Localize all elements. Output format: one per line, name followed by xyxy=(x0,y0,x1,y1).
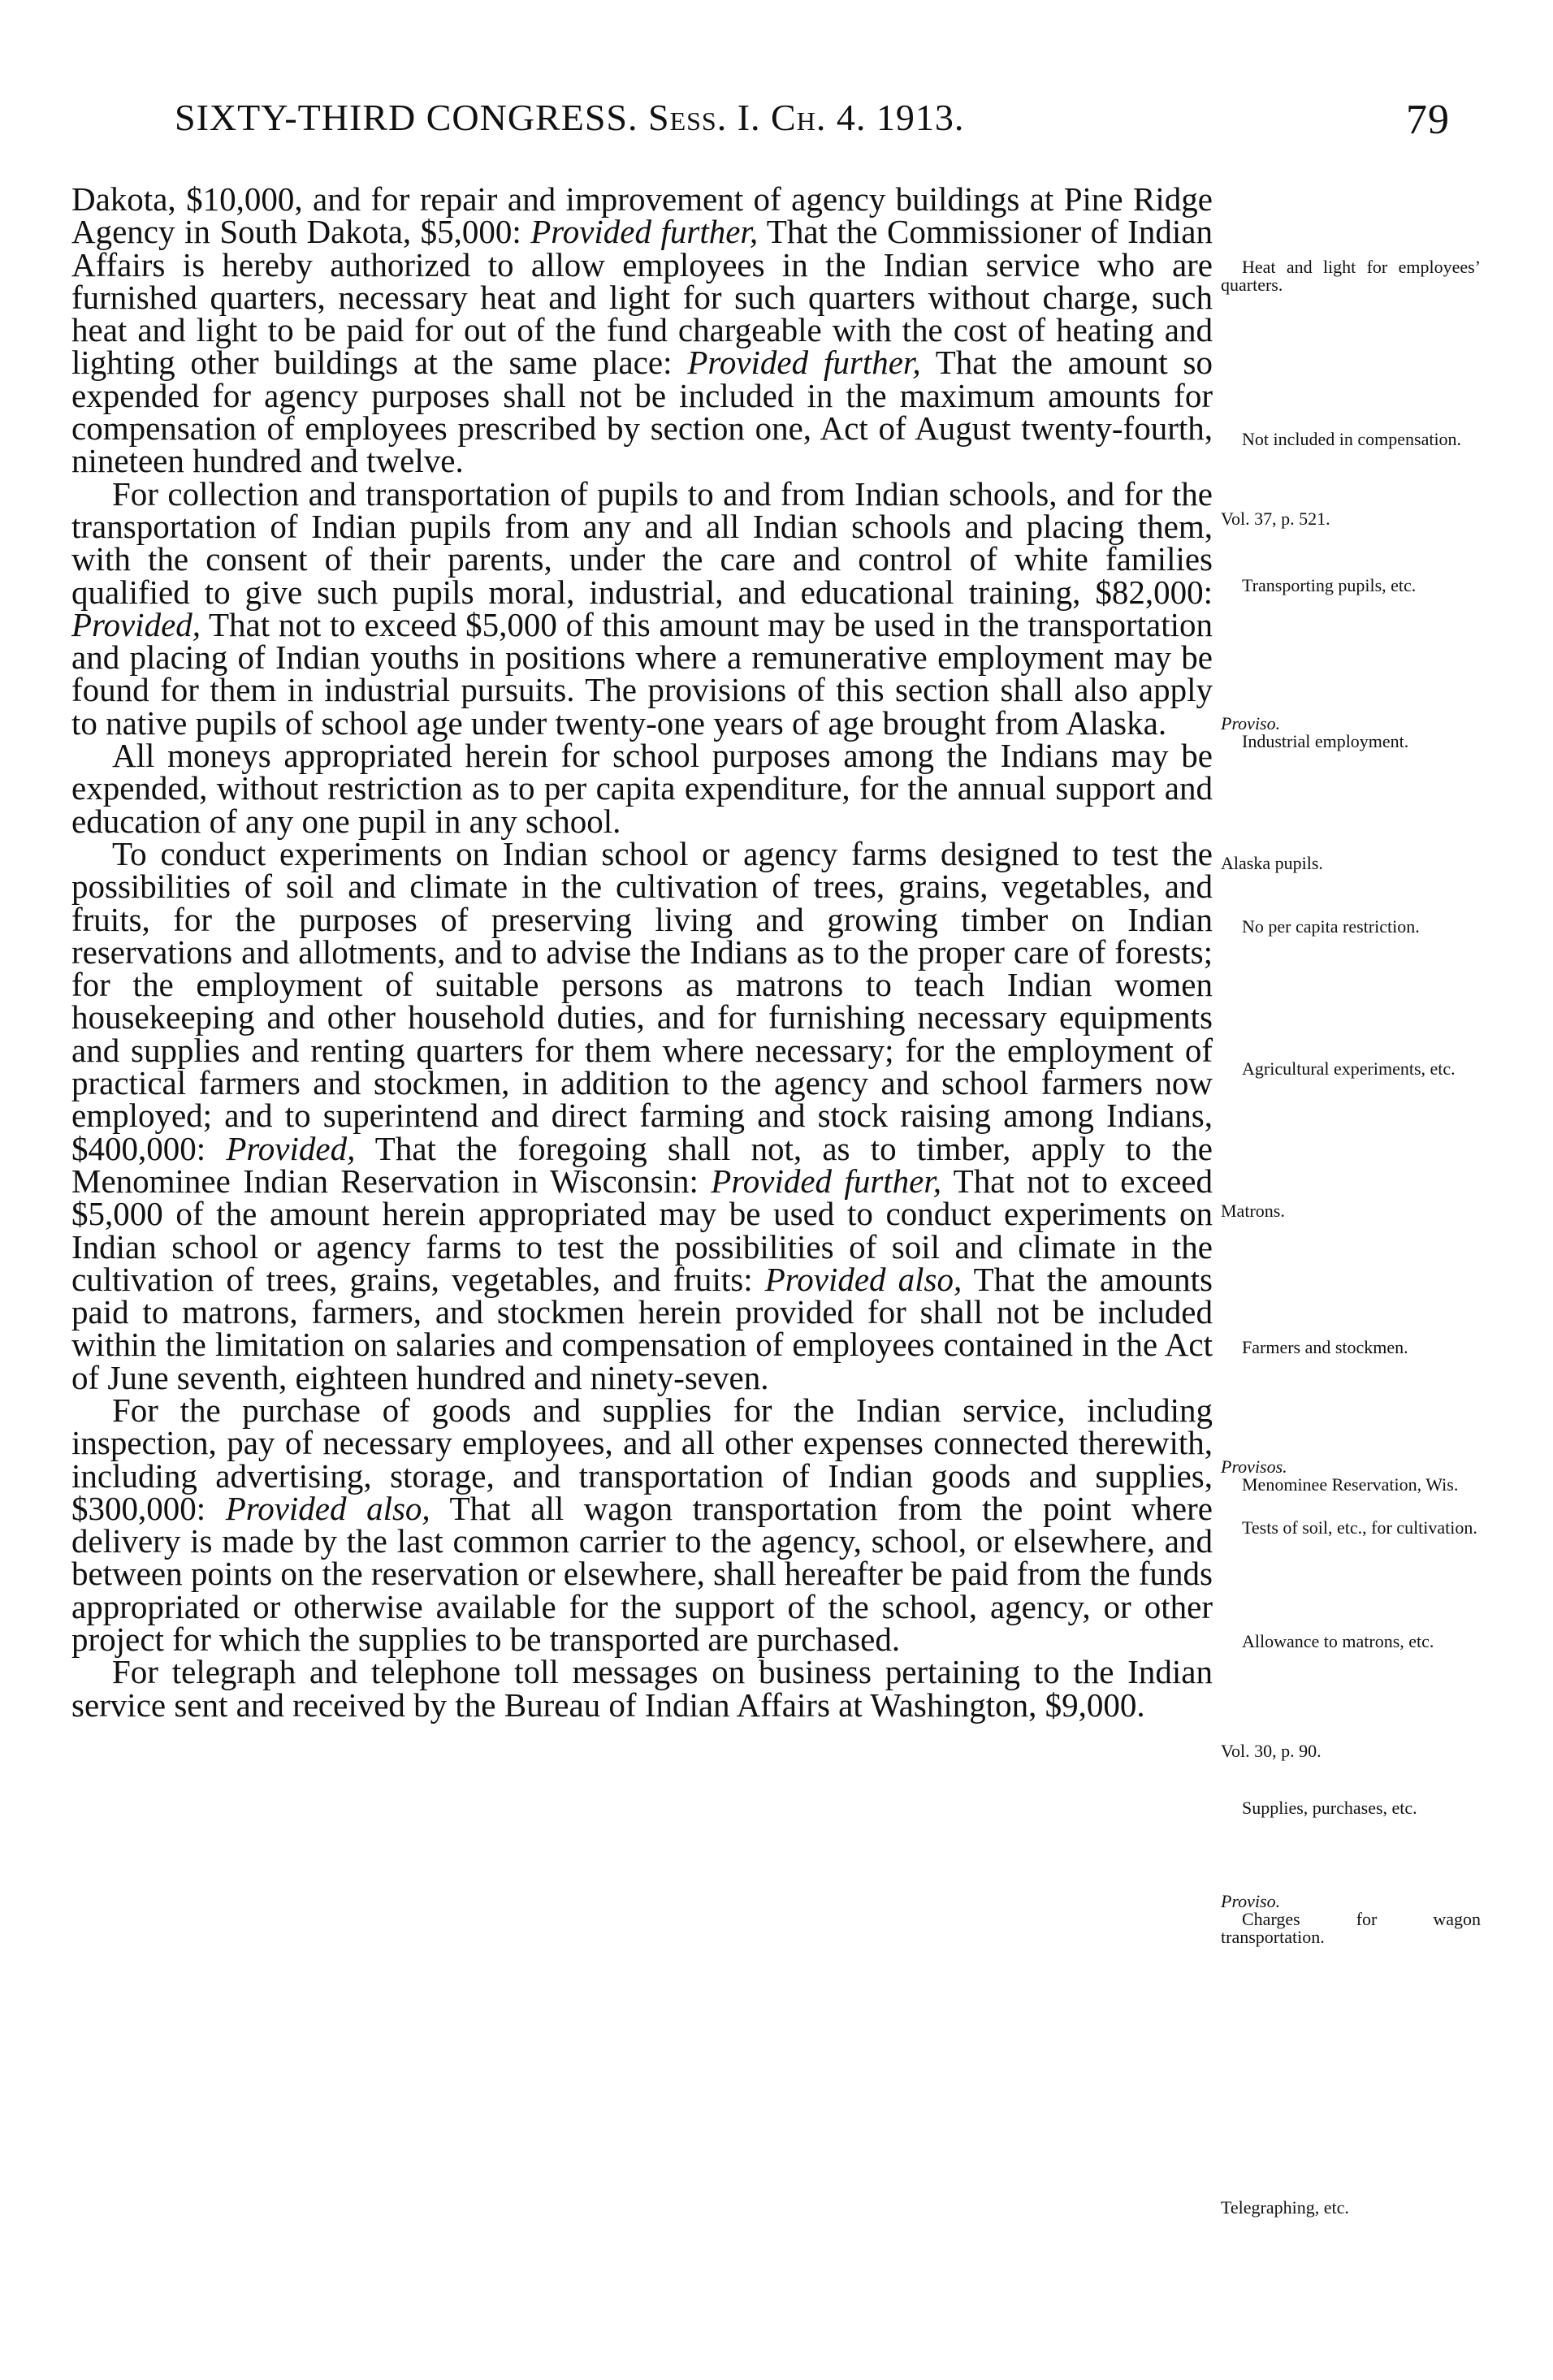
note-text: Matrons. xyxy=(1221,1201,1285,1221)
margin-note-matrons xyxy=(1221,1202,1481,1220)
proviso-phrase: Provided further, xyxy=(711,1162,942,1200)
note-text: Agricultural experiments, etc. xyxy=(1242,1058,1456,1079)
proviso-phrase: Provided, xyxy=(71,605,201,643)
note-text: Charges for wagon transportation. xyxy=(1221,1909,1481,1947)
margin-note-industrial xyxy=(1221,715,1481,751)
proviso-phrase: Provided further, xyxy=(530,213,759,251)
running-title-session: Sess. I. xyxy=(647,97,761,138)
page-number: 79 xyxy=(1406,97,1450,143)
margin-notes xyxy=(1221,0,1481,2380)
paragraph-transporting-pupils xyxy=(71,474,1213,742)
margin-note-tests-soil xyxy=(1221,1519,1481,1537)
proviso-label: Provisos. xyxy=(1221,1456,1287,1477)
margin-note-agricultural xyxy=(1221,1060,1481,1078)
running-title-year: 1913. xyxy=(876,97,965,138)
note-text: Alaska pupils. xyxy=(1221,853,1323,873)
note-text: Vol. 37, p. 521. xyxy=(1221,508,1330,529)
margin-note-transporting xyxy=(1221,577,1481,595)
text-run: To conduct experiments on Indian school or agency farms designed to test the possibilities of soil and climate in the cultivation of trees, grains, vegetables, and fruits, for the purposes of preserving living and growing timber on Indian reservations and allotments, and to advise the Indians as to the proper care of forests; for the employment of suitable persons as matrons to teach Indian women housekeeping and other household duties, and for furnishing necessary equipments and supplies and renting quarters for them where necessary; for the employment of practical farmers and stockmen, in addition to the agency and school farmers now employed; and to superintend and direct farming and stock raising among Indians, $400,000: xyxy=(71,834,1213,1167)
text-run: That all wagon transportation from the point where delivery is made by the last common carrier to the agency, school, or elsewhere, and between points on the reservation or elsewhere, shall hereafter be paid from the funds appropriated or otherwise available for the support of the school, agency, or other project for which the supplies to be transported are purchased. xyxy=(71,1489,1213,1659)
note-text: No per capita restriction. xyxy=(1242,916,1420,937)
text-run: That not to exceed $5,000 of the amount herein appropriated may be used to conduct experiments on Indian school or agency farms to test the possibilities of soil and climate in the cultivation of trees, grains, vegetables, and fruits: xyxy=(71,1162,1213,1298)
proviso-phrase: Provided further, xyxy=(687,344,921,382)
running-title-main: SIXTY-THIRD CONGRESS. xyxy=(175,97,638,138)
margin-note-menominee xyxy=(1221,1458,1481,1494)
margin-note-per-capita xyxy=(1221,918,1481,936)
note-text: Farmers and stockmen. xyxy=(1242,1337,1408,1357)
note-text: Tests of soil, etc., for cultivation. xyxy=(1242,1517,1477,1538)
margin-note-vol37 xyxy=(1221,510,1481,528)
text-run: For the purchase of goods and supplies for the Indian service, including inspection, pay of necessary employees, and all other expenses connected therewith, including advertising, storage, and transportation of Indian goods and supplies, $300,000: xyxy=(71,1391,1213,1527)
paragraph-telegraph: For telegraph and telephone toll messages on business pertaining to the Indian service sent and received by the Bureau of Indian Affairs at Washington, $9,000. xyxy=(71,1653,1213,1724)
proviso-phrase: Provided also, xyxy=(764,1260,963,1298)
text-run: Dakota, $10,000, and for repair and improvement of agency buildings at Pine Ridge Agency in South Dakota, $5,000: xyxy=(71,180,1213,251)
note-text: Telegraphing, etc. xyxy=(1221,2197,1349,2218)
margin-note-allowance xyxy=(1221,1633,1481,1651)
note-text: Supplies, purchases, etc. xyxy=(1242,1798,1417,1818)
note-text: Transporting pupils, etc. xyxy=(1242,575,1417,595)
text-run: That the amount so expended for agency purposes shall not be included in the maximum amounts for compensation of employees prescribed by section one, Act of August twenty-fourth, nineteen hundred and twelve. xyxy=(71,344,1213,480)
paragraph-agency-buildings xyxy=(71,180,1213,480)
margin-note-telegraphing xyxy=(1221,2199,1481,2217)
text-run: That the foregoing shall not, as to timber, apply to the Menominee Indian Reservation in Wisconsin: xyxy=(71,1129,1213,1200)
note-text: Vol. 30, p. 90. xyxy=(1221,1741,1322,1761)
proviso-phrase: Provided, xyxy=(226,1129,356,1167)
note-text: Industrial employment. xyxy=(1242,731,1409,751)
text-run: For collection and transportation of pupils to and from Indian schools, and for the transportation of Indian pupils from any and all Indian schools and placing them, with the consent of their parents, under the care and control of white families qualified to give such pupils moral, industrial, and educational training, $82,000: xyxy=(71,474,1213,611)
margin-note-not-included xyxy=(1221,431,1481,448)
note-text: Heat and light for employees’ quarters. xyxy=(1221,257,1481,295)
note-text: Not included in compensation. xyxy=(1242,429,1462,449)
note-text: Allowance to matrons, etc. xyxy=(1242,1631,1434,1651)
note-text: Menominee Reservation, Wis. xyxy=(1242,1474,1459,1495)
paragraph-agricultural-experiments xyxy=(71,834,1213,1396)
margin-note-vol30 xyxy=(1221,1742,1481,1760)
margin-note-charges-wagon xyxy=(1221,1893,1481,1946)
text-run: That the amounts paid to matrons, farmers, and stockmen herein provided for shall not be included within the limitation on salaries and compensation of employees contained in the Act of June seventh, eighteen hundred and ninety-seven. xyxy=(71,1260,1213,1396)
running-title-chapter: Ch. 4. xyxy=(771,97,867,138)
paragraph-supplies xyxy=(71,1391,1213,1659)
text-run: That not to exceed $5,000 of this amount may be used in the transportation and placing of Indian youths in positions where a remunerative employment may be found for them in industrial pursuits. The provisions of this section shall also apply to native pupils of school age under twenty-one years of age brought from Alaska. xyxy=(71,605,1213,742)
paragraph-per-capita: All moneys appropriated herein for school purposes among the Indians may be expended, without restriction as to per capita expenditure, for the annual support and education of any one pupil in any school. xyxy=(71,737,1213,840)
margin-note-farmers xyxy=(1221,1339,1481,1357)
text-run: That the Commissioner of Indian Affairs is hereby authorized to allow employees in the Indian service who are furnished quarters, necessary heat and light for such quarters without charge, such heat and light to be paid for out of the fund chargeable with the cost of heating and lighting other buildings at the same place: xyxy=(71,213,1213,382)
body-text xyxy=(71,180,1213,1724)
margin-note-heat-light xyxy=(1221,258,1481,294)
proviso-label: Proviso. xyxy=(1221,1891,1281,1911)
proviso-label: Proviso. xyxy=(1221,713,1281,733)
margin-note-supplies xyxy=(1221,1799,1481,1817)
running-title xyxy=(175,96,964,139)
margin-note-alaska xyxy=(1221,855,1481,872)
proviso-phrase: Provided also, xyxy=(225,1489,430,1527)
